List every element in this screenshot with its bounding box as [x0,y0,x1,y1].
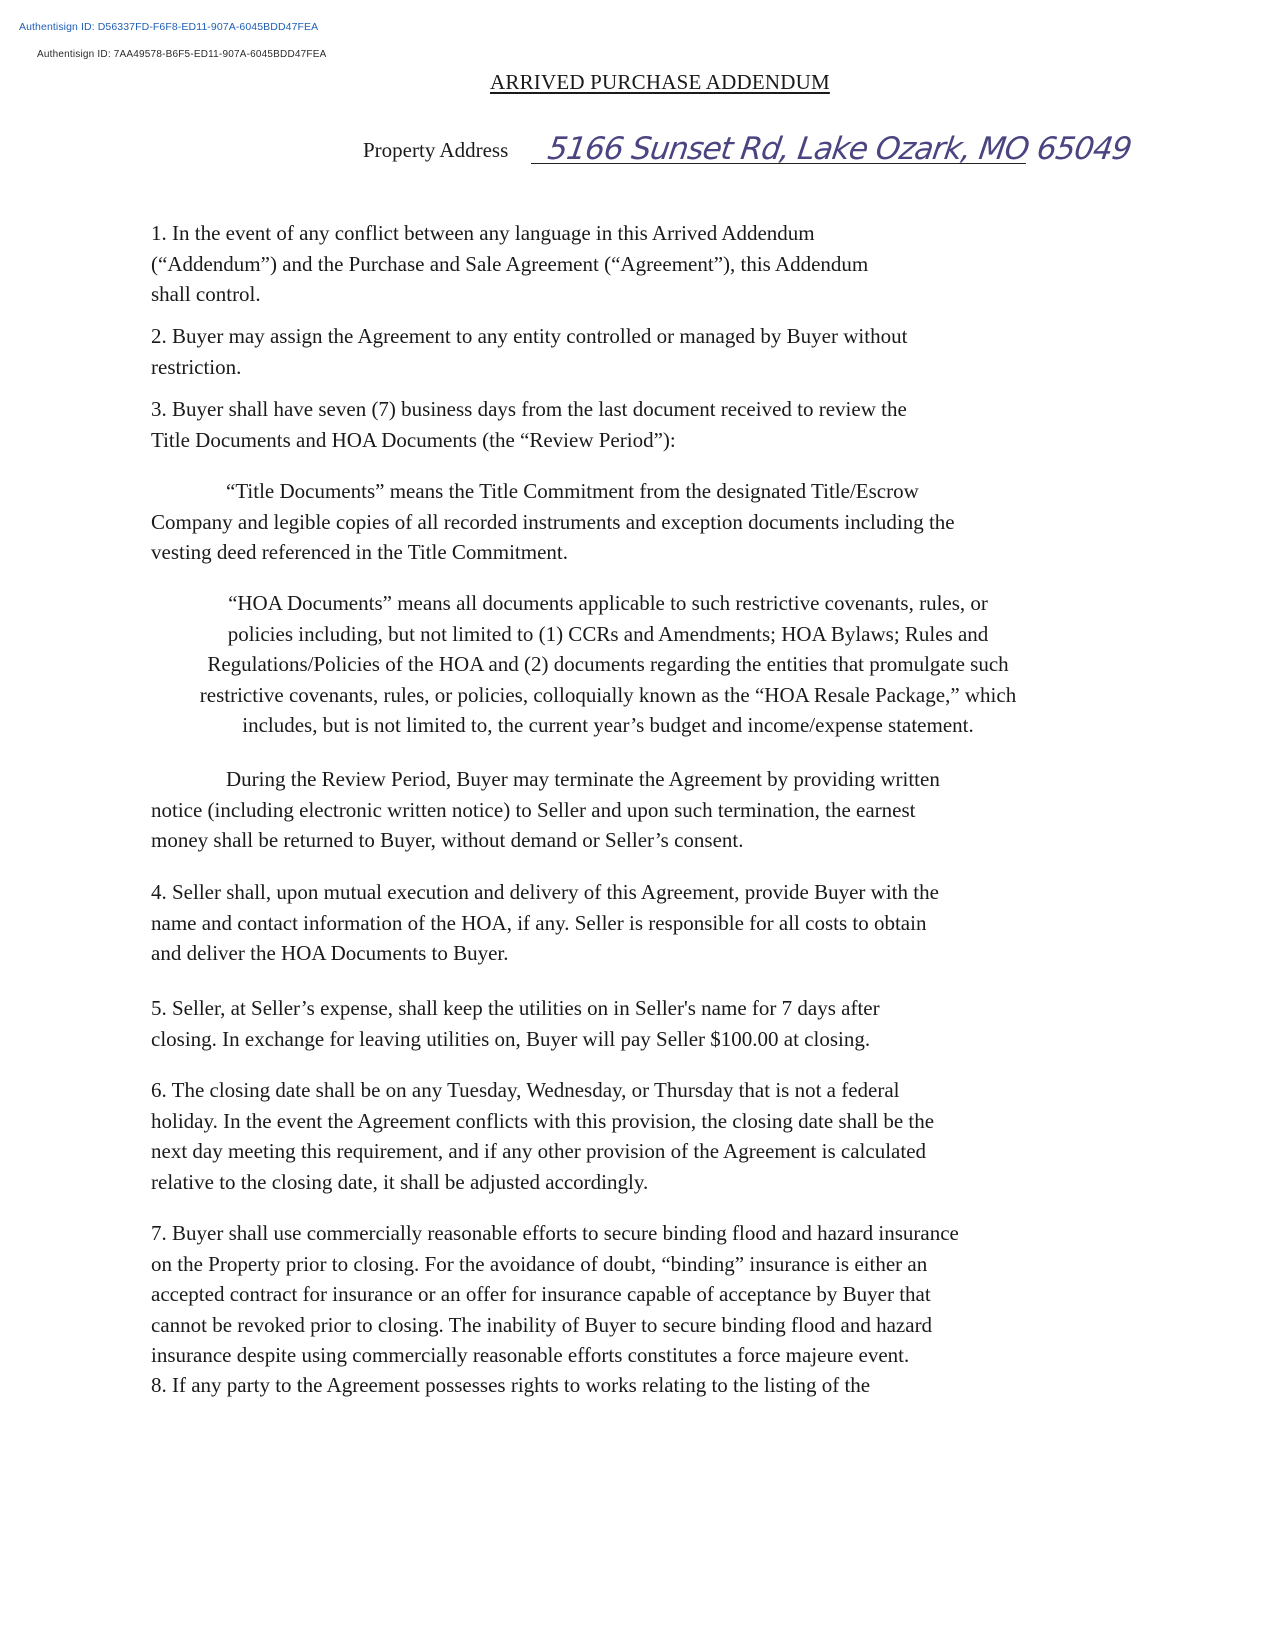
clause-6-line: holiday. In the event the Agreement conflicts with this provision, the closing date shall be the [151,1108,935,1133]
property-address-label: Property Address [363,138,509,162]
clause-2-line: 2. Buyer may assign the Agreement to any entity controlled or managed by Buyer without [151,324,908,348]
title-documents-definition [151,476,955,568]
clause-7-line: insurance despite using commercially reasonable efforts constitutes a force majeure event. [151,1343,910,1367]
review-period-line: During the Review Period, Buyer may terminate the Agreement by providing written [226,767,940,791]
clause-8 [151,1370,870,1401]
clause-8-line: 8. If any party to the Agreement possesses rights to works relating to the listing of the [151,1373,871,1397]
clause-6-line: relative to the closing date, it shall be adjusted accordingly. [151,1169,649,1194]
document-title: ARRIVED PURCHASE ADDENDUM [490,70,830,94]
clause-3-line: Title Documents and HOA Documents (the “Review Period”): [151,427,676,452]
authentisign-id-primary: Authentisign ID: D56337FD-F6F8-ED11-907A-6045BDD47FEA [19,21,319,33]
clause-5 [151,993,880,1054]
clause-3-line: 3. Buyer shall have seven (7) business days from the last document received to review the [151,397,907,421]
hoa-documents-line: includes, but is not limited to, the current year’s budget and income/expense statement. [242,713,974,737]
property-address-handwritten: 5166 Sunset Rd, Lake Ozark, MO 65049 [545,131,1134,167]
clause-7-line: 7. Buyer shall use commercially reasonable efforts to secure binding flood and hazard insurance [151,1221,959,1245]
clause-4-line: 4. Seller shall, upon mutual execution and delivery of this Agreement, provide Buyer with the [151,880,939,904]
title-documents-line: vesting deed referenced in the Title Commitment. [151,540,568,564]
clause-1-line: shall control. [151,282,261,306]
review-period-termination [151,764,940,856]
clause-2-line: restriction. [151,354,242,379]
clause-7-line: accepted contract for insurance or an offer for insurance capable of acceptance by Buyer that [151,1282,931,1306]
hoa-documents-definition [140,588,1076,741]
clause-3 [151,394,907,455]
clause-6-line: next day meeting this requirement, and if any other provision of the Agreement is calculated [151,1139,927,1163]
hoa-documents-line: restrictive covenants, rules, or policies, colloquially known as the “HOA Resale Package,” which [199,682,1017,707]
clause-6 [151,1075,934,1197]
clause-4-line: name and contact information of the HOA, if any. Seller is responsible for all costs to obtain [151,910,927,935]
clause-1-line: (“Addendum”) and the Purchase and Sale Agreement (“Agreement”), this Addendum [151,251,869,276]
review-period-line: money shall be returned to Buyer, without demand or Seller’s consent. [151,828,744,852]
clause-5-line: closing. In exchange for leaving utilities on, Buyer will pay Seller $100.00 at closing. [151,1026,871,1051]
review-period-line: notice (including electronic written notice) to Seller and upon such termination, the earnest [151,797,916,822]
clause-1-line: 1. In the event of any conflict between any language in this Arrived Addendum [151,221,815,245]
clause-5-line: 5. Seller, at Seller’s expense, shall keep the utilities on in Seller's name for 7 days after [151,996,880,1020]
title-documents-line: Company and legible copies of all recorded instruments and exception documents including the [151,509,955,534]
clause-2 [151,321,907,382]
clause-4-line: and deliver the HOA Documents to Buyer. [151,941,509,965]
title-documents-line: “Title Documents” means the Title Commitment from the designated Title/Escrow [226,479,919,503]
authentisign-id-secondary: Authentisign ID: 7AA49578-B6F5-ED11-907A-6045BDD47FEA [37,49,327,60]
hoa-documents-line: “HOA Documents” means all documents applicable to such restrictive covenants, rules, or [228,591,988,615]
clause-1 [151,218,868,310]
clause-7-line: cannot be revoked prior to closing. The inability of Buyer to secure binding flood and hazard [151,1312,933,1337]
clause-7-line: on the Property prior to closing. For the avoidance of doubt, “binding” insurance is either an [151,1251,928,1276]
clause-4 [151,877,939,969]
hoa-documents-line: Regulations/Policies of the HOA and (2) documents regarding the entities that promulgate such [207,652,1009,676]
hoa-documents-line: policies including, but not limited to (1) CCRs and Amendments; HOA Bylaws; Rules and [227,621,989,646]
clause-7 [151,1218,959,1371]
clause-6-line: 6. The closing date shall be on any Tuesday, Wednesday, or Thursday that is not a federal [151,1078,900,1102]
